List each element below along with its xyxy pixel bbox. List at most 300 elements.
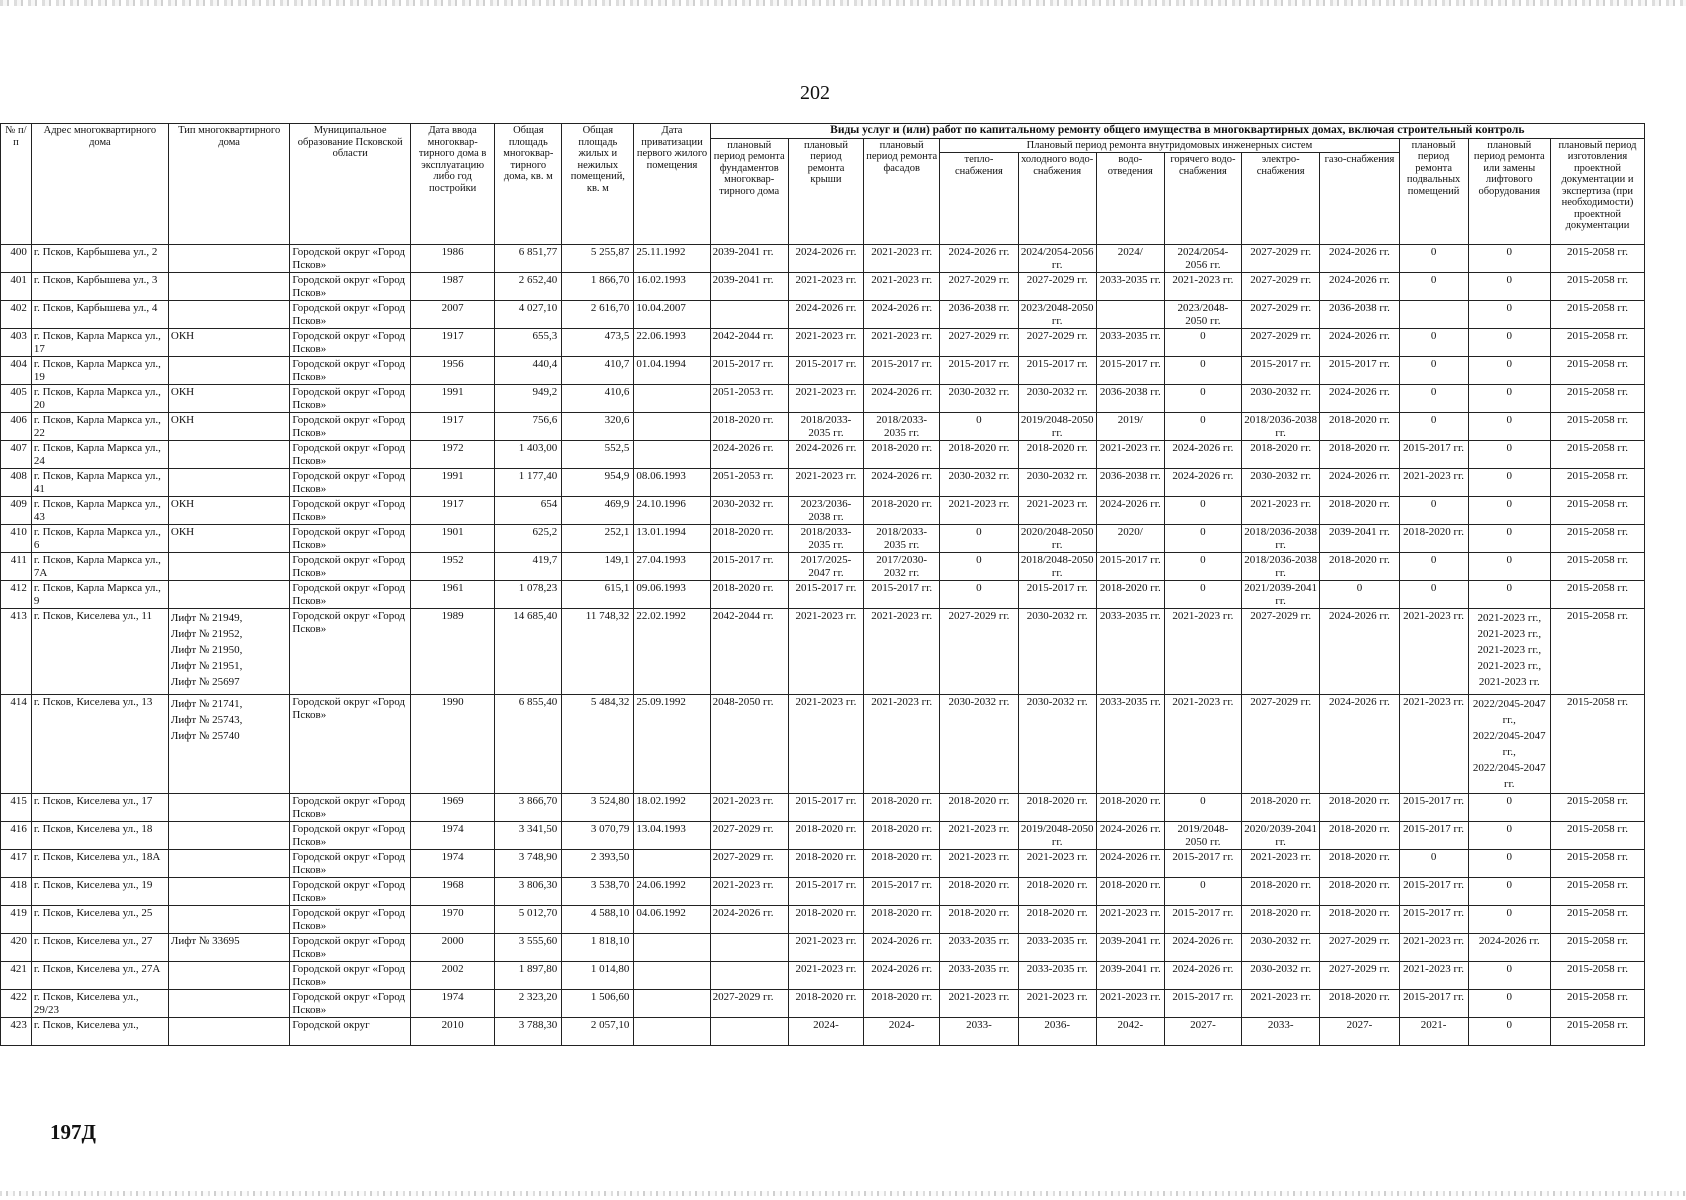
row-number: 402: [1, 301, 32, 329]
header-services-title: Виды услуг и (или) работ по капитальному ремонту общего имущества в многоквартирных домах, включая строительный контроль: [710, 124, 1644, 139]
municipality-cell: Городской округ «Город Псков»: [290, 245, 411, 273]
row-number: 403: [1, 329, 32, 357]
row-number: 409: [1, 497, 32, 525]
house-type-cell-line: Лифт № 21949,: [170, 612, 243, 624]
gas-cell: 2018-2020 гг.: [1320, 990, 1399, 1018]
address-cell: г. Псков, Киселева ул., 29/23: [31, 990, 168, 1018]
drainage-cell: 2036-2038 гг.: [1096, 385, 1164, 413]
heat-cell: 2027-2029 гг.: [940, 273, 1018, 301]
roof-cell: 2015-2017 гг.: [788, 794, 863, 822]
basement-cell: 2015-2017 гг.: [1399, 822, 1468, 850]
elevator-cell: 0: [1468, 413, 1550, 441]
house-type-cell-line: Лифт № 25743,: [170, 714, 243, 726]
electricity-cell: 2021-2023 гг.: [1242, 990, 1320, 1018]
house-type-cell: [168, 301, 290, 329]
privatization-cell: 24.06.1992: [634, 878, 710, 906]
living-area-cell: 1 866,70: [562, 273, 634, 301]
cold-water-cell: 2027-2029 гг.: [1018, 329, 1096, 357]
gas-cell: 2027-2029 гг.: [1320, 934, 1399, 962]
living-area-cell: 5 484,32: [562, 695, 634, 794]
design-cell: 2015-2058 гг.: [1550, 822, 1644, 850]
table-row: [1, 357, 1645, 385]
basement-cell: 2021-2023 гг.: [1399, 962, 1468, 990]
electricity-cell: 2018/2036-2038 гг.: [1242, 553, 1320, 581]
header-type: Тип многоквартирного дома: [168, 124, 290, 245]
house-type-cell: [168, 794, 290, 822]
cold-water-cell: 2027-2029 гг.: [1018, 273, 1096, 301]
design-cell: 2015-2058 гг.: [1550, 794, 1644, 822]
gas-cell: 2024-2026 гг.: [1320, 273, 1399, 301]
header-address: Адрес многоквартирного дома: [31, 124, 168, 245]
gas-cell: 2036-2038 гг.: [1320, 301, 1399, 329]
year-cell: 1974: [410, 990, 494, 1018]
drainage-cell: 2018-2020 гг.: [1096, 581, 1164, 609]
foundation-cell: [710, 1018, 788, 1046]
facade-cell: 2018-2020 гг.: [864, 794, 940, 822]
facade-cell: 2015-2017 гг.: [864, 357, 940, 385]
row-number: 413: [1, 609, 32, 695]
living-area-cell: 320,6: [562, 413, 634, 441]
total-area-cell: 6 855,40: [495, 695, 562, 794]
living-area-cell: 1 818,10: [562, 934, 634, 962]
hot-water-cell: 2019/2048-2050 гг.: [1164, 822, 1241, 850]
basement-cell: 0: [1399, 357, 1468, 385]
roof-cell: 2021-2023 гг.: [788, 609, 863, 695]
drainage-cell: 2039-2041 гг.: [1096, 934, 1164, 962]
elevator-cell: 0: [1468, 329, 1550, 357]
municipality-cell: Городской округ «Город Псков»: [290, 990, 411, 1018]
header-heat: тепло-снабжения: [940, 153, 1018, 245]
elevator-cell-line: 2022/2045-2047 гг.: [1472, 762, 1546, 790]
header-hot-water: горячего водо-снабжения: [1164, 153, 1241, 245]
year-cell: 1989: [410, 609, 494, 695]
elevator-cell: 0: [1468, 525, 1550, 553]
row-number: 412: [1, 581, 32, 609]
row-number: 417: [1, 850, 32, 878]
elevator-cell: 0: [1468, 273, 1550, 301]
address-cell: г. Псков, Карла Маркса ул., 6: [31, 525, 168, 553]
hot-water-cell: 0: [1164, 497, 1241, 525]
elevator-cell: 0: [1468, 822, 1550, 850]
design-cell: 2015-2058 гг.: [1550, 906, 1644, 934]
roof-cell: 2021-2023 гг.: [788, 962, 863, 990]
house-type-cell: [168, 906, 290, 934]
basement-cell: 2018-2020 гг.: [1399, 525, 1468, 553]
municipality-cell: Городской округ «Город Псков»: [290, 525, 411, 553]
living-area-cell: 410,6: [562, 385, 634, 413]
header-electricity: электро-снабжения: [1242, 153, 1320, 245]
address-cell: г. Псков, Карбышева ул., 3: [31, 273, 168, 301]
elevator-cell: 0: [1468, 962, 1550, 990]
design-cell: 2015-2058 гг.: [1550, 413, 1644, 441]
design-cell: 2015-2058 гг.: [1550, 962, 1644, 990]
total-area-cell: 3 866,70: [495, 794, 562, 822]
header-cold-water: холодного водо-снабжения: [1018, 153, 1096, 245]
electricity-cell: 2030-2032 гг.: [1242, 962, 1320, 990]
privatization-cell: 25.09.1992: [634, 695, 710, 794]
facade-cell: 2018-2020 гг.: [864, 822, 940, 850]
gas-cell: 2027-: [1320, 1018, 1399, 1046]
drainage-cell: 2015-2017 гг.: [1096, 357, 1164, 385]
electricity-cell: 2018-2020 гг.: [1242, 441, 1320, 469]
hot-water-cell: 0: [1164, 329, 1241, 357]
cold-water-cell: 2018-2020 гг.: [1018, 906, 1096, 934]
foundation-cell: 2018-2020 гг.: [710, 525, 788, 553]
basement-cell: 0: [1399, 553, 1468, 581]
address-cell: г. Псков, Киселева ул.,: [31, 1018, 168, 1046]
row-number: 406: [1, 413, 32, 441]
elevator-cell: 0: [1468, 1018, 1550, 1046]
living-area-cell: 2 616,70: [562, 301, 634, 329]
foundation-cell: 2042-2044 гг.: [710, 609, 788, 695]
living-area-cell: 615,1: [562, 581, 634, 609]
foundation-cell: 2021-2023 гг.: [710, 794, 788, 822]
privatization-cell: [634, 850, 710, 878]
row-number: 415: [1, 794, 32, 822]
table-row: [1, 1018, 1645, 1046]
drainage-cell: 2033-2035 гг.: [1096, 695, 1164, 794]
elevator-cell: [1468, 609, 1550, 695]
electricity-cell: 2020/2039-2041 гг.: [1242, 822, 1320, 850]
design-cell: 2015-2058 гг.: [1550, 990, 1644, 1018]
repair-schedule-table-wrap: [0, 123, 1645, 1046]
total-area-cell: 3 555,60: [495, 934, 562, 962]
total-area-cell: 949,2: [495, 385, 562, 413]
table-row: [1, 695, 1645, 794]
privatization-cell: 25.11.1992: [634, 245, 710, 273]
heat-cell: 2030-2032 гг.: [940, 469, 1018, 497]
roof-cell: 2021-2023 гг.: [788, 329, 863, 357]
cold-water-cell: 2015-2017 гг.: [1018, 357, 1096, 385]
total-area-cell: 4 027,10: [495, 301, 562, 329]
hot-water-cell: 0: [1164, 357, 1241, 385]
row-number: 410: [1, 525, 32, 553]
heat-cell: 2030-2032 гг.: [940, 695, 1018, 794]
gas-cell: 2018-2020 гг.: [1320, 441, 1399, 469]
year-cell: 2002: [410, 962, 494, 990]
elevator-cell: 0: [1468, 990, 1550, 1018]
roof-cell: 2024-2026 гг.: [788, 245, 863, 273]
facade-cell: 2018/2033-2035 гг.: [864, 413, 940, 441]
hot-water-cell: 0: [1164, 581, 1241, 609]
hot-water-cell: 2024-2026 гг.: [1164, 962, 1241, 990]
cold-water-cell: 2018/2048-2050 гг.: [1018, 553, 1096, 581]
municipality-cell: Городской округ «Город Псков»: [290, 609, 411, 695]
house-type-cell: ОКН: [168, 413, 290, 441]
cold-water-cell: 2030-2032 гг.: [1018, 609, 1096, 695]
municipality-cell: Городской округ «Город Псков»: [290, 581, 411, 609]
municipality-cell: Городской округ «Город Псков»: [290, 906, 411, 934]
foundation-cell: 2027-2029 гг.: [710, 990, 788, 1018]
cold-water-cell: 2021-2023 гг.: [1018, 990, 1096, 1018]
cold-water-cell: 2019/2048-2050 гг.: [1018, 413, 1096, 441]
roof-cell: 2018-2020 гг.: [788, 906, 863, 934]
basement-cell: 0: [1399, 850, 1468, 878]
heat-cell: 2018-2020 гг.: [940, 906, 1018, 934]
living-area-cell: 149,1: [562, 553, 634, 581]
row-number: 401: [1, 273, 32, 301]
drainage-cell: 2042-: [1096, 1018, 1164, 1046]
house-type-cell: [168, 553, 290, 581]
header-roof: плановый период ремонта крыши: [788, 138, 863, 245]
living-area-cell: 4 588,10: [562, 906, 634, 934]
heat-cell: 0: [940, 553, 1018, 581]
cold-water-cell: 2018-2020 гг.: [1018, 794, 1096, 822]
scan-edge-top: [0, 0, 1686, 6]
basement-cell: 0: [1399, 497, 1468, 525]
basement-cell: 2021-2023 гг.: [1399, 469, 1468, 497]
living-area-cell: 410,7: [562, 357, 634, 385]
design-cell: 2015-2058 гг.: [1550, 609, 1644, 695]
basement-cell: 2015-2017 гг.: [1399, 794, 1468, 822]
house-type-cell: [168, 990, 290, 1018]
elevator-cell: 0: [1468, 878, 1550, 906]
municipality-cell: Городской округ «Город Псков»: [290, 695, 411, 794]
elevator-cell-line: 2022/2045-2047 гг.,: [1472, 698, 1546, 726]
address-cell: г. Псков, Киселева ул., 17: [31, 794, 168, 822]
living-area-cell: 252,1: [562, 525, 634, 553]
table-row: [1, 245, 1645, 273]
foundation-cell: 2015-2017 гг.: [710, 357, 788, 385]
gas-cell: 2024-2026 гг.: [1320, 609, 1399, 695]
hot-water-cell: 2021-2023 гг.: [1164, 695, 1241, 794]
privatization-cell: 04.06.1992: [634, 906, 710, 934]
drainage-cell: 2036-2038 гг.: [1096, 469, 1164, 497]
facade-cell: 2015-2017 гг.: [864, 581, 940, 609]
privatization-cell: 13.01.1994: [634, 525, 710, 553]
house-type-cell: [168, 850, 290, 878]
privatization-cell: 01.04.1994: [634, 357, 710, 385]
gas-cell: 2018-2020 гг.: [1320, 497, 1399, 525]
elevator-cell: 0: [1468, 357, 1550, 385]
roof-cell: 2024-2026 гг.: [788, 301, 863, 329]
basement-cell: 2021-2023 гг.: [1399, 609, 1468, 695]
year-cell: 1917: [410, 329, 494, 357]
total-area-cell: 625,2: [495, 525, 562, 553]
table-row: [1, 301, 1645, 329]
table-row: [1, 878, 1645, 906]
foundation-cell: 2039-2041 гг.: [710, 245, 788, 273]
foundation-cell: [710, 934, 788, 962]
design-cell: 2015-2058 гг.: [1550, 441, 1644, 469]
hot-water-cell: 0: [1164, 525, 1241, 553]
address-cell: г. Псков, Карла Маркса ул., 9: [31, 581, 168, 609]
heat-cell: 2021-2023 гг.: [940, 822, 1018, 850]
drainage-cell: 2021-2023 гг.: [1096, 990, 1164, 1018]
header-total-area: Общая площадь многоквар-тирного дома, кв. м: [495, 124, 562, 245]
basement-cell: 0: [1399, 329, 1468, 357]
design-cell: 2015-2058 гг.: [1550, 1018, 1644, 1046]
total-area-cell: 440,4: [495, 357, 562, 385]
facade-cell: 2018/2033-2035 гг.: [864, 525, 940, 553]
municipality-cell: Городской округ «Город Псков»: [290, 850, 411, 878]
hot-water-cell: 2027-: [1164, 1018, 1241, 1046]
house-type-cell: [168, 1018, 290, 1046]
year-cell: 1972: [410, 441, 494, 469]
drainage-cell: 2019/: [1096, 413, 1164, 441]
hot-water-cell: 2021-2023 гг.: [1164, 609, 1241, 695]
roof-cell: 2021-2023 гг.: [788, 695, 863, 794]
address-cell: г. Псков, Киселева ул., 19: [31, 878, 168, 906]
elevator-cell: 0: [1468, 441, 1550, 469]
municipality-cell: Городской округ: [290, 1018, 411, 1046]
gas-cell: 2018-2020 гг.: [1320, 553, 1399, 581]
address-cell: г. Псков, Киселева ул., 11: [31, 609, 168, 695]
row-number: 419: [1, 906, 32, 934]
elevator-cell: 0: [1468, 581, 1550, 609]
cold-water-cell: 2019/2048-2050 гг.: [1018, 822, 1096, 850]
municipality-cell: Городской округ «Город Псков»: [290, 962, 411, 990]
living-area-cell: 552,5: [562, 441, 634, 469]
cold-water-cell: 2021-2023 гг.: [1018, 497, 1096, 525]
living-area-cell: 2 057,10: [562, 1018, 634, 1046]
heat-cell: 2015-2017 гг.: [940, 357, 1018, 385]
foundation-cell: 2051-2053 гг.: [710, 385, 788, 413]
basement-cell: 2015-2017 гг.: [1399, 441, 1468, 469]
table-row: [1, 441, 1645, 469]
header-living-area: Общая площадь жилых и нежилых помещений, кв. м: [562, 124, 634, 245]
elevator-cell: 0: [1468, 245, 1550, 273]
roof-cell: 2015-2017 гг.: [788, 357, 863, 385]
electricity-cell: 2027-2029 гг.: [1242, 273, 1320, 301]
header-num: № п/п: [1, 124, 32, 245]
municipality-cell: Городской округ «Город Псков»: [290, 385, 411, 413]
row-number: 404: [1, 357, 32, 385]
year-cell: 1970: [410, 906, 494, 934]
year-cell: 1968: [410, 878, 494, 906]
living-area-cell: 5 255,87: [562, 245, 634, 273]
heat-cell: 2024-2026 гг.: [940, 245, 1018, 273]
table-row: [1, 581, 1645, 609]
electricity-cell: 2015-2017 гг.: [1242, 357, 1320, 385]
drainage-cell: 2018-2020 гг.: [1096, 794, 1164, 822]
design-cell: 2015-2058 гг.: [1550, 357, 1644, 385]
heat-cell: 2033-2035 гг.: [940, 934, 1018, 962]
house-type-cell: [168, 357, 290, 385]
address-cell: г. Псков, Карбышева ул., 4: [31, 301, 168, 329]
year-cell: 1990: [410, 695, 494, 794]
header-facade: плановый период ремонта фасадов: [864, 138, 940, 245]
year-cell: 1961: [410, 581, 494, 609]
basement-cell: 0: [1399, 245, 1468, 273]
heat-cell: 2030-2032 гг.: [940, 385, 1018, 413]
municipality-cell: Городской округ «Город Псков»: [290, 441, 411, 469]
design-cell: 2015-2058 гг.: [1550, 273, 1644, 301]
living-area-cell: 954,9: [562, 469, 634, 497]
elevator-cell: 0: [1468, 906, 1550, 934]
elevator-cell: 0: [1468, 497, 1550, 525]
municipality-cell: Городской округ «Город Псков»: [290, 329, 411, 357]
heat-cell: 2018-2020 гг.: [940, 441, 1018, 469]
drainage-cell: 2024-2026 гг.: [1096, 850, 1164, 878]
drainage-cell: 2033-2035 гг.: [1096, 273, 1164, 301]
address-cell: г. Псков, Киселева ул., 25: [31, 906, 168, 934]
elevator-cell: 2024-2026 гг.: [1468, 934, 1550, 962]
design-cell: 2015-2058 гг.: [1550, 385, 1644, 413]
hot-water-cell: 2024-2026 гг.: [1164, 441, 1241, 469]
heat-cell: 0: [940, 413, 1018, 441]
table-row: [1, 794, 1645, 822]
facade-cell: 2018-2020 гг.: [864, 990, 940, 1018]
privatization-cell: 10.04.2007: [634, 301, 710, 329]
year-cell: 1917: [410, 497, 494, 525]
heat-cell: 2036-2038 гг.: [940, 301, 1018, 329]
header-gas: газо-снабжения: [1320, 153, 1399, 245]
total-area-cell: 2 652,40: [495, 273, 562, 301]
municipality-cell: Городской округ «Город Псков»: [290, 413, 411, 441]
hot-water-cell: 0: [1164, 553, 1241, 581]
hot-water-cell: 2021-2023 гг.: [1164, 273, 1241, 301]
cold-water-cell: 2023/2048-2050 гг.: [1018, 301, 1096, 329]
facade-cell: 2021-2023 гг.: [864, 245, 940, 273]
total-area-cell: 756,6: [495, 413, 562, 441]
elevator-cell: 0: [1468, 385, 1550, 413]
address-cell: г. Псков, Киселева ул., 13: [31, 695, 168, 794]
row-number: 418: [1, 878, 32, 906]
foundation-cell: 2021-2023 гг.: [710, 878, 788, 906]
roof-cell: 2023/2036-2038 гг.: [788, 497, 863, 525]
address-cell: г. Псков, Карла Маркса ул., 7А: [31, 553, 168, 581]
foundation-cell: 2027-2029 гг.: [710, 822, 788, 850]
foundation-cell: 2039-2041 гг.: [710, 273, 788, 301]
facade-cell: 2021-2023 гг.: [864, 695, 940, 794]
table-row: [1, 273, 1645, 301]
total-area-cell: 1 403,00: [495, 441, 562, 469]
privatization-cell: 13.04.1993: [634, 822, 710, 850]
total-area-cell: 3 788,30: [495, 1018, 562, 1046]
gas-cell: 0: [1320, 581, 1399, 609]
table-row: [1, 385, 1645, 413]
electricity-cell: 2018/2036-2038 гг.: [1242, 413, 1320, 441]
row-number: 420: [1, 934, 32, 962]
gas-cell: 2024-2026 гг.: [1320, 329, 1399, 357]
hot-water-cell: 2015-2017 гг.: [1164, 850, 1241, 878]
design-cell: 2015-2058 гг.: [1550, 497, 1644, 525]
cold-water-cell: 2030-2032 гг.: [1018, 469, 1096, 497]
hot-water-cell: 2024/2054-2056 гг.: [1164, 245, 1241, 273]
address-cell: г. Псков, Киселева ул., 27: [31, 934, 168, 962]
municipality-cell: Городской округ «Город Псков»: [290, 357, 411, 385]
drainage-cell: 2020/: [1096, 525, 1164, 553]
privatization-cell: 18.02.1992: [634, 794, 710, 822]
basement-cell: [1399, 301, 1468, 329]
electricity-cell: 2018-2020 гг.: [1242, 794, 1320, 822]
electricity-cell: 2021-2023 гг.: [1242, 850, 1320, 878]
heat-cell: 2018-2020 гг.: [940, 878, 1018, 906]
roof-cell: 2021-2023 гг.: [788, 273, 863, 301]
facade-cell: 2024-2026 гг.: [864, 934, 940, 962]
roof-cell: 2021-2023 гг.: [788, 469, 863, 497]
elevator-cell: 0: [1468, 301, 1550, 329]
privatization-cell: 24.10.1996: [634, 497, 710, 525]
cold-water-cell: 2018-2020 гг.: [1018, 878, 1096, 906]
privatization-cell: 27.04.1993: [634, 553, 710, 581]
design-cell: 2015-2058 гг.: [1550, 878, 1644, 906]
gas-cell: 2018-2020 гг.: [1320, 822, 1399, 850]
house-type-cell: [168, 695, 290, 794]
foundation-cell: 2042-2044 гг.: [710, 329, 788, 357]
total-area-cell: 3 748,90: [495, 850, 562, 878]
year-cell: 1917: [410, 413, 494, 441]
hot-water-cell: 2015-2017 гг.: [1164, 906, 1241, 934]
foundation-cell: 2024-2026 гг.: [710, 441, 788, 469]
facade-cell: 2018-2020 гг.: [864, 850, 940, 878]
gas-cell: 2024-2026 гг.: [1320, 245, 1399, 273]
municipality-cell: Городской округ «Город Псков»: [290, 497, 411, 525]
total-area-cell: 654: [495, 497, 562, 525]
roof-cell: 2024-: [788, 1018, 863, 1046]
design-cell: 2015-2058 гг.: [1550, 581, 1644, 609]
